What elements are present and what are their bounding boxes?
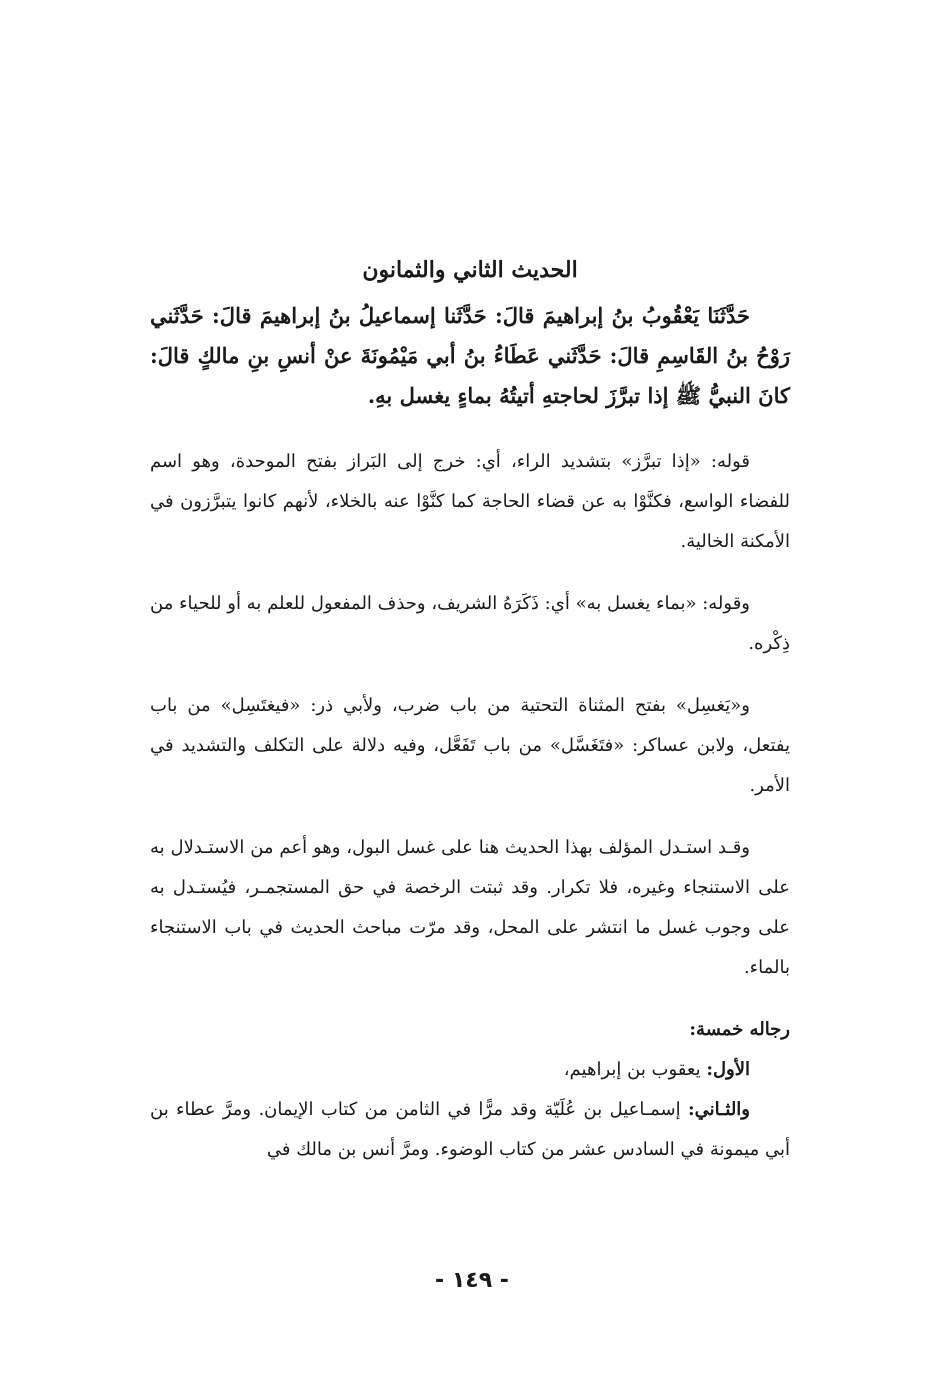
narrator-text-1: يعقوب بن إبراهيم، xyxy=(563,1059,707,1080)
narrator-label-1: الأول: xyxy=(706,1059,750,1080)
hadith-text: حَدَّثَنَا يَعْقُوبُ بنُ إبراهيمَ قالَ: حَدَّثَنا إسماعيلُ بنُ إبراهيمَ قالَ: حَدَّثَني رَوْحُ بنُ القَاسِمِ قالَ: حَدَّثَني عَطَاءُ بنُ أبي مَيْمُونَةَ عنْ أنسِ بنِ مالكٍ قالَ: كانَ النبيُّ ﷺ إذا تبرَّزَ لحاجتهِ أتيتُهُ بماءٍ يغسل بهِ. xyxy=(150,303,790,408)
commentary-paragraph-1: قوله: «إذا تبرَّز» بتشديد الراء، أي: خرج إلى البَراز بفتح الموحدة، وهو اسم للفضاء الواسع، فكنَّوْا به عن قضاء الحاجة كما كنَّوْا عنه بالخلاء، لأنهم كانوا يتبرَّزون في الأمكنة الخالية. xyxy=(150,451,790,552)
commentary-paragraph-3: و«يَغسِل» بفتح المثناة التحتية من باب ضرب، ولأبي ذر: «فيغتَسِل» من باب يفتعل، ولابن عساكر: «فتَغَسَّل» من باب تَفَعَّل، وفيه دلالة على التكلف والتشديد في الأمر. xyxy=(150,695,790,796)
commentary-paragraph-4: وقـد استـدل المؤلف بهذا الحديث هنا على غسل البول، وهو أعم من الاستـدلال به على الاستنجاء وغيره، فلا تكرار. وقد ثبتت الرخصة في حق المستجمـر، فيُستـدل به على وجوب غسل ما انتشر على المحل، وقد مرّت مباحث الحديث في باب الاستنجاء بالماء. xyxy=(150,837,790,978)
narrator-entry-1 xyxy=(150,1050,790,1090)
narrator-text-2: إسمـاعيل بن عُلَيّة وقد مرًّا في الثامن من كتاب الإيمان. ومرَّ عطاء بن أبي ميمونة في السادس عشر من كتاب الوضوء. ومرَّ أنس بن مالك في xyxy=(150,1099,790,1160)
page-number: - ١٤٩ - xyxy=(435,1268,509,1293)
page-body xyxy=(150,250,790,1170)
commentary-paragraph-2: وقوله: «بماء يغسل به» أي: ذَكَرَهُ الشريف، وحذف المفعول للعلم به أو للحياء من ذِكْره. xyxy=(150,593,790,654)
narrator-entry-2 xyxy=(150,1090,790,1170)
hadith-title: الحديث الثاني والثمانون xyxy=(362,257,578,283)
narrator-label-2: والثـاني: xyxy=(687,1099,750,1120)
narrators-heading: رجاله خمسة: xyxy=(689,1019,790,1040)
